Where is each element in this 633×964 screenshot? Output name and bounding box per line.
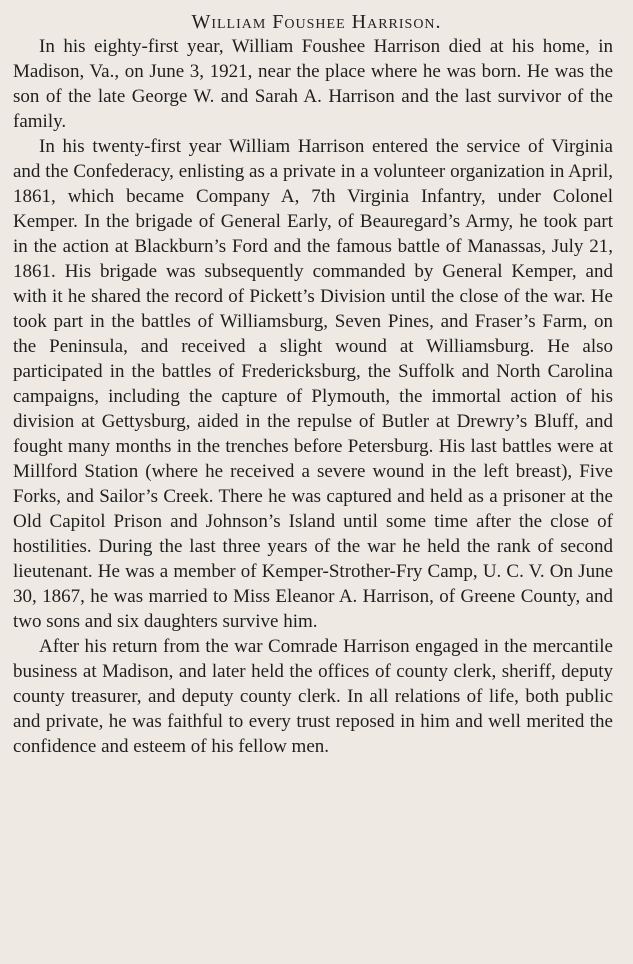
page-title: William Foushee Harrison. xyxy=(191,11,442,33)
paragraph-later-life: After his return from the war Comrade Harrison engaged in the mercantile business at Madison, and later held the offices of county clerk, sheriff, deputy county treasurer, and deputy county clerk. In all relations of life, both public and private, he was faithful to every trust reposed in him and well merited the confidence and esteem of his fellow men. xyxy=(13,636,613,757)
paragraph-death-notice: In his eighty-first year, William Foushee Harrison died at his home, in Madison, Va., on June 3, 1921, near the place where he was born. He was the son of the late George W. and Sarah A. Harrison and the last survivor of the family. xyxy=(13,36,613,132)
article-body xyxy=(13,34,613,759)
paragraph-military-service: In his twenty-first year William Harrison entered the service of Virginia and the Confederacy, enlisting as a private in a volunteer organization in April, 1861, which became Company A, 7th Virginia Infantry, under Colonel Kemper. In the brigade of General Early, of Beauregard’s Army, he took part in the action at Blackburn’s Ford and the famous battle of Manassas, July 21, 1861. His brigade was subsequently commanded by General Kemper, and with it he shared the record of Pickett’s Division until the close of the war. He took part in the battles of Williamsburg, Seven Pines, and Fraser’s Farm, on the Peninsula, and received a slight wound at Williamsburg. He also participated in the battles of Fredericksburg, the Suffolk and North Carolina campaigns, including the capture of Plymouth, the immortal action of his division at Gettysburg, aided in the repulse of Butler at Drewry’s Bluff, and fought many months in the trenches before Petersburg. His last battles were at Millford Station (where he received a severe wound in the left breast), Five Forks, and Sailor’s Creek. There he was captured and held as a prisoner at the Old Capitol Prison and Johnson’s Island until some time after the close of hostilities. During the last three years of the war he held the rank of second lieutenant. He was a member of Kemper-Strother-Fry Camp, U. C. V. On June 30, 1867, he was married to Miss Eleanor A. Harrison, of Greene County, and two sons and six daughters survive him. xyxy=(13,136,613,632)
